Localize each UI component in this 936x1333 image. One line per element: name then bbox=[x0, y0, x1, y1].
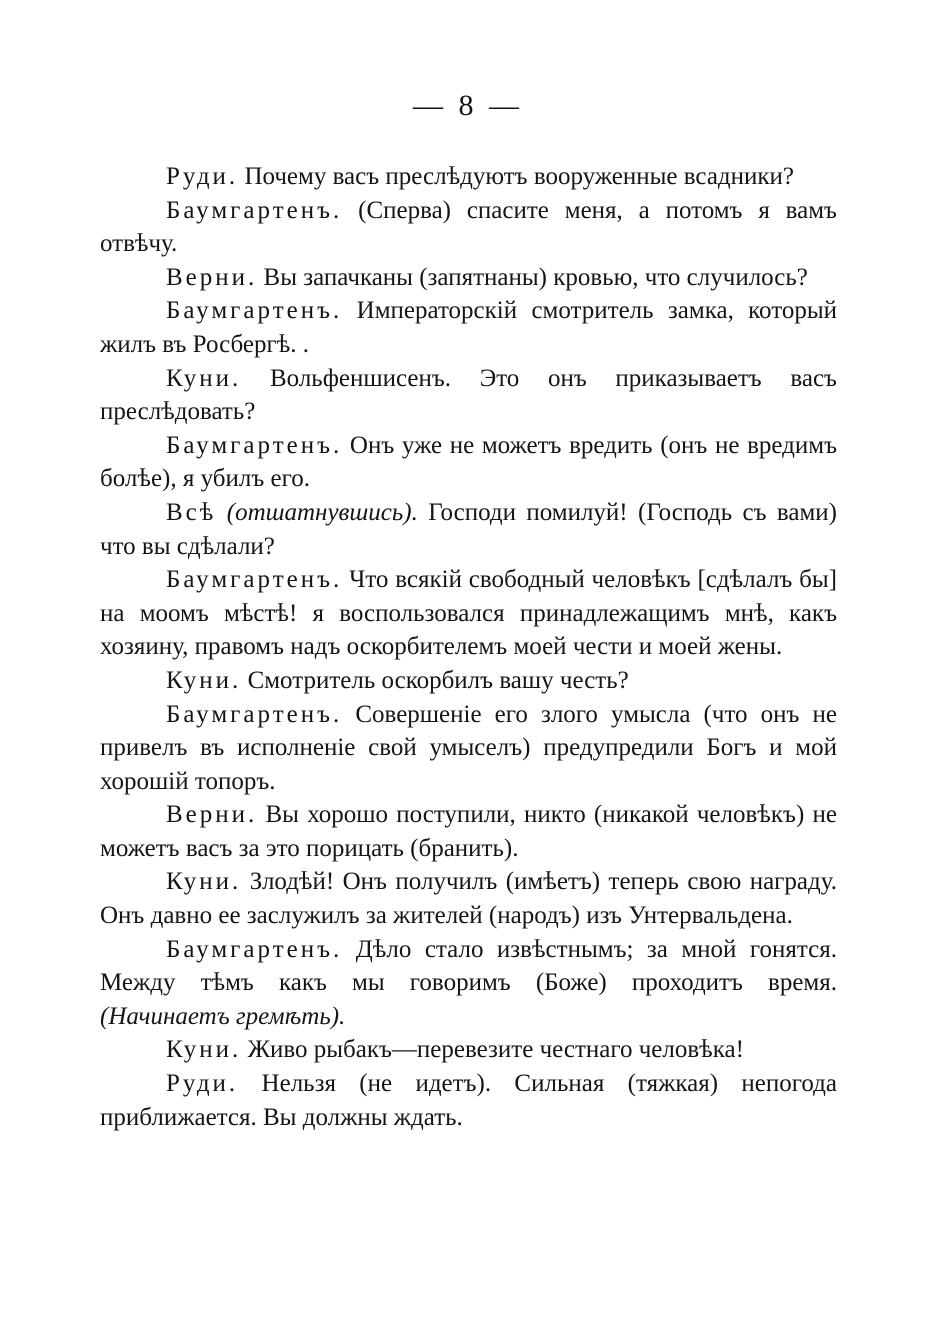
dialogue-paragraph bbox=[100, 362, 837, 429]
dialogue-paragraph bbox=[100, 664, 837, 698]
dialogue-paragraph bbox=[100, 1067, 837, 1134]
speech-text: Живо рыбакъ—перевезите честнаго человѣка! bbox=[241, 1036, 744, 1064]
speech-text: (Сперва) спасите меня, а потомъ я вамъ отвѣчу. bbox=[100, 196, 837, 258]
speaker-name: Куни. bbox=[166, 1036, 242, 1064]
dialogue-paragraph bbox=[100, 496, 837, 563]
speaker-name: Баумгартенъ. bbox=[166, 700, 343, 728]
speaker-name: Куни. bbox=[166, 364, 242, 392]
speech-text: Дѣло стало извѣстнымъ; за мной гонятся. Между тѣмъ какъ мы говоримъ (Боже) проходитъ время. bbox=[100, 935, 837, 997]
dialogue-paragraph bbox=[100, 160, 837, 194]
speech-text: Нельзя (не идетъ). Сильная (тяжкая) непогода приближается. Вы должны ждать. bbox=[100, 1070, 837, 1131]
speaker-name: Верни. bbox=[166, 801, 258, 829]
speech-text: Смотритель оскорбилъ вашу честь? bbox=[241, 666, 629, 694]
dialogue-paragraph bbox=[100, 563, 837, 664]
speaker-name: Баумгартенъ. bbox=[166, 431, 343, 459]
speech-text: Злодѣй! Онъ получилъ (имѣетъ) теперь свою награду. Онъ давно ее заслужилъ за жителей (народъ) изъ Унтервальдена. bbox=[100, 868, 837, 930]
speech-text: Вы хорошо поступили, никто (никакой человѣкъ) не можетъ васъ за это порицать (бранить). bbox=[100, 801, 837, 862]
dialogue-paragraph bbox=[100, 698, 837, 799]
dialogue-paragraph bbox=[100, 933, 837, 1034]
speech-text bbox=[216, 499, 226, 526]
dialogue-paragraph bbox=[100, 865, 837, 932]
speaker-name: Верни. bbox=[166, 263, 258, 291]
speaker-name: Баумгартенъ. bbox=[166, 297, 343, 325]
speech-text: Вольфеншисенъ. Это онъ приказываетъ васъ преслѣдовать? bbox=[100, 364, 837, 426]
dialogue-paragraph bbox=[100, 798, 837, 865]
speaker-name: Баумгартенъ. bbox=[166, 935, 343, 963]
speaker-name: Баумгартенъ. bbox=[166, 196, 343, 224]
speaker-name: Баумгартенъ. bbox=[166, 566, 343, 594]
speech-text: Совершеніе его злого умысла (что онъ не привелъ въ исполненіе свой умыселъ) предупредили Богъ и мой хорошій топоръ. bbox=[100, 700, 837, 795]
speaker-name: Куни. bbox=[166, 666, 242, 694]
page-number: — 8 — bbox=[413, 89, 523, 122]
stage-direction: (отшатнувшись). bbox=[226, 498, 418, 526]
speech-text: Императорскій смотритель замка, который жилъ въ Росбергѣ. . bbox=[100, 297, 837, 358]
speaker-name: Руди. bbox=[166, 163, 239, 190]
speaker-name: Руди. bbox=[166, 1070, 239, 1098]
speech-text: Вы запачканы (запятнаны) кровью, что случилось? bbox=[257, 263, 808, 291]
dialogue-paragraph bbox=[100, 429, 837, 496]
dialogue-paragraph bbox=[100, 261, 837, 295]
dialogue-paragraph bbox=[100, 294, 837, 361]
speech-text: Что всякій свободный человѣкъ [сдѣлалъ бы] на моомъ мѣстѣ! я воспользовался принадлежащимъ мнѣ, какъ хозяину, правомъ надъ оскорбителемъ моей чести и моей жены. bbox=[100, 566, 837, 661]
speech-text: Господи помилуй! (Господь съ вами) что вы сдѣлали? bbox=[100, 498, 837, 560]
speech-text: Почему васъ преслѣдуютъ вооруженные всадники? bbox=[238, 163, 795, 190]
speaker-name: Куни. bbox=[166, 868, 242, 896]
dialogue-paragraph bbox=[100, 1033, 837, 1067]
dialogue-paragraph bbox=[100, 194, 837, 261]
speech-text: Онъ уже не можетъ вредить (онъ не вредимъ болѣе), я убилъ его. bbox=[100, 431, 837, 493]
dialogue-text bbox=[100, 160, 837, 1134]
stage-direction: (Начинаетъ гремѣть). bbox=[100, 1002, 346, 1030]
speaker-name: Всѣ bbox=[166, 498, 217, 526]
